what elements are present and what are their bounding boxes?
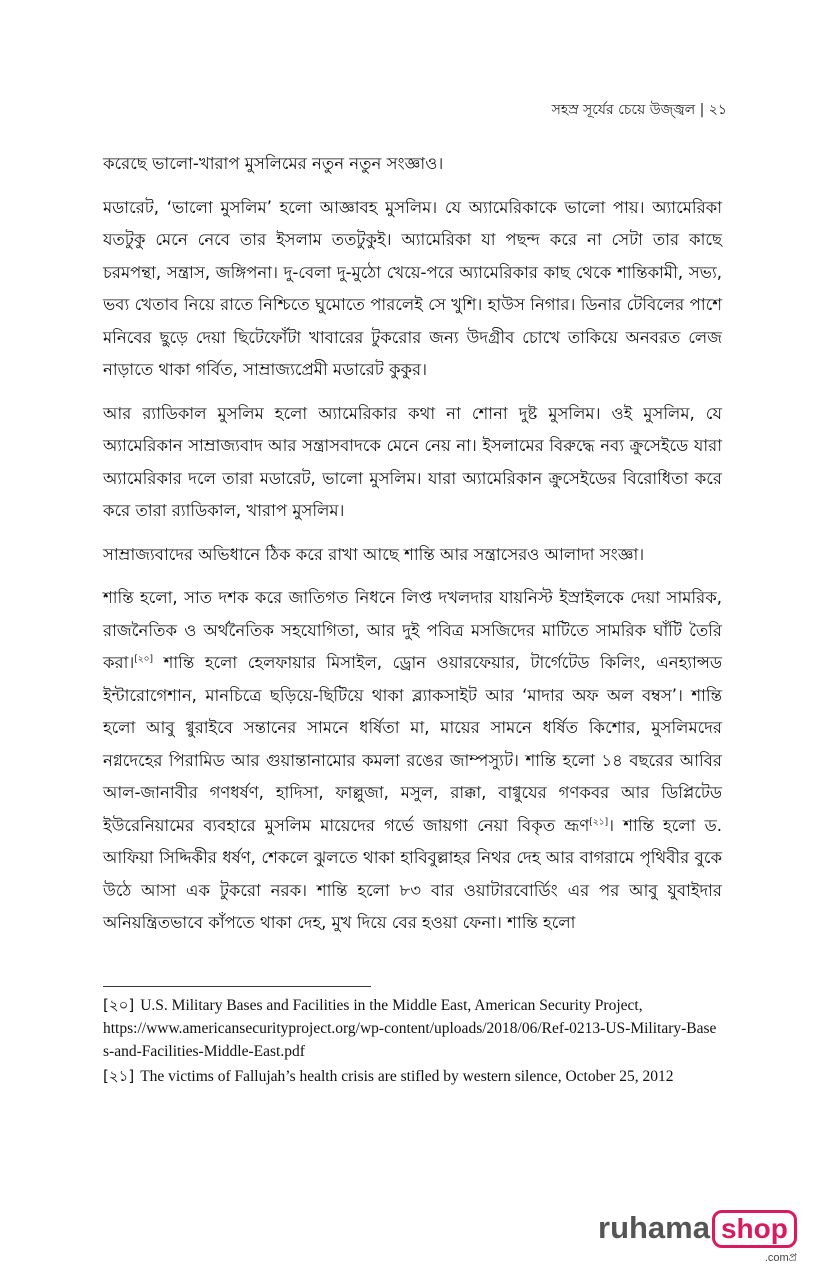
footnote-text: The victims of Fallujah’s health crisis are stifled by western silence, October 25, 2012 (140, 1068, 674, 1085)
footnote-ref-20[interactable]: [২০] (134, 654, 154, 665)
paragraph-text: শান্তি হলো হেলফায়ার মিসাইল, ড্রোন ওয়ারফেয়ার, টার্গেটেড কিলিং, এনহ্যান্সড ইন্টারোগেশান, মানচিত্রে ছড়িয়ে-ছিটিয়ে থাকা ব্ল্যাকসাইট আর ‘মাদার অফ অল বম্বস’। শান্তি হলো আবু গ্বুরাইবে সন্তানের সামনে ধর্ষিতা মা, মায়ের সামনে ধর্ষিত কিশোর, মুসলিমদের নগ্নদেহের পিরামিড আর গুয়ান্তানামোর কমলা রঙের জাম্পস্যুট। শান্তি হলো ১৪ বছরের আবির আল-জানাবীর গণধর্ষণ, হাদিসা, ফাল্লুজা, মসুল, রাক্কা, বাগ্বুযের গণকবর আর ডিপ্লিটেড ইউরেনিয়ামের ব্যবহারে মুসলিম মায়েদের গর্ভে জায়গা নেয়া বিকৃত ভ্রূণ (103, 653, 722, 835)
footnote-20 (103, 994, 722, 1063)
footnote-text: U.S. Military Bases and Facilities in the Middle East, American Security Project, (140, 997, 643, 1014)
logo-domain: .comপ্ৰ (764, 1252, 797, 1264)
footnote-number: [২০] (103, 996, 135, 1014)
paragraph: সাম্রাজ্যবাদের অভিধানে ঠিক করে রাখা আছে শান্তি আর সন্ত্রাসেরও আলাদা সংজ্ঞা। (103, 544, 645, 564)
paragraph: আর র‍্যাডিকাল মুসলিম হলো অ্যামেরিকার কথা না শোনা দুষ্ট মুসলিম। ওই মুসলিম, যে অ্যামেরিকান সাম্রাজ্যবাদ আর সন্ত্রাসবাদকে মেনে নেয় না। ইসলামের বিরুদ্ধে নব্য ক্রুসেইডে যারা অ্যামেরিকার দলে তারা মডারেট, ভালো মুসলিম। যারা অ্যামেরিকান ক্রুসেইডের বিরোধিতা করে করে তারা র‍্যাডিকাল, খারাপ মুসলিম। (103, 403, 722, 520)
footnote-21 (103, 1065, 722, 1088)
paragraph (103, 582, 722, 940)
logo-right (710, 1208, 797, 1268)
paragraph-text: শান্তি হলো, সাত দশক করে জাতিগত নিধনে লিপ্ত দখলদার যায়নিস্ট ইস্রাইলকে দেয়া সামরিক, রাজনৈতিক ও অর্থনৈতিক সহযোগিতা, আর দুই পবিত্র মসজিদের মাটিতে সামরিক ঘাঁটি তৈরি করা। (103, 588, 722, 672)
logo-shop-badge: shop (712, 1210, 797, 1248)
paragraph: মডারেট, ‘ভালো মুসলিম’ হলো আজ্ঞাবহ মুসলিম। যে অ্যামেরিকাকে ভালো পায়। অ্যামেরিকা যতটুকু মেনে নেবে তার ইসলাম ততটুকুই। অ্যামেরিকা যা পছন্দ করে না সেটা তার কাছে চরমপন্থা, সন্ত্রাস, জঙ্গিপনা। দু-বেলা দু-মুঠো খেয়ে-পরে অ্যামেরিকার কাছ থেকে শান্তিকামী, সভ্য, ভব্য খেতাব নিয়ে রাতে নিশ্চিতে ঘুমোতে পারলেই সে খুশি। হাউস নিগার। ডিনার টেবিলের পাশে মনিবের ছুড়ে দেয়া ছিটেফোঁটা খাবারের টুকরোর জন্য উদগ্রীব চোখে তাকিয়ে অনবরত লেজ নাড়াতে থাকা গর্বিত, সাম্রাজ্যপ্রেমী মডারেট কুকুর। (103, 197, 722, 379)
ruhamashop-logo (598, 1208, 797, 1268)
paragraph-text: । শান্তি হলো ড. আফিয়া সিদ্দিকীর ধর্ষণ, শেকলে ঝুলতে থাকা হাবিবুল্লাহর নিথর দেহ আর বাগরামে পৃথিবীর বুকে উঠে আসা এক টুকরো নরক। শান্তি হলো ৮৩ বার ওয়াটারবোর্ডিং এর পর আবু যুবাইদার অনিয়ন্ত্রিতভাবে কাঁপতে থাকা দেহ, মুখ দিয়ে বের হওয়া ফেনা। শান্তি হলো (103, 815, 722, 932)
paragraph: করেছে ভালো-খারাপ মুসলিমের নতুন নতুন সংজ্ঞাও। (103, 154, 444, 173)
footnote-divider (103, 986, 371, 987)
footnote-ref-21[interactable]: [২১] (589, 817, 609, 827)
footnote-link[interactable]: https://www.americansecurityproject.org/wp-content/uploads/2018/06/Ref-0213-US-Military-Bases-and-Facilities-Middle-East.pdf (103, 1020, 717, 1060)
page-body (103, 148, 722, 951)
footnote-number: [২১] (103, 1067, 135, 1085)
running-header: সহস্র সূর্যের চেয়ে উজ্জ্বল | ২১ (551, 102, 727, 118)
footnotes (103, 994, 722, 1090)
logo-ruhama-text: ruhama (598, 1210, 710, 1245)
